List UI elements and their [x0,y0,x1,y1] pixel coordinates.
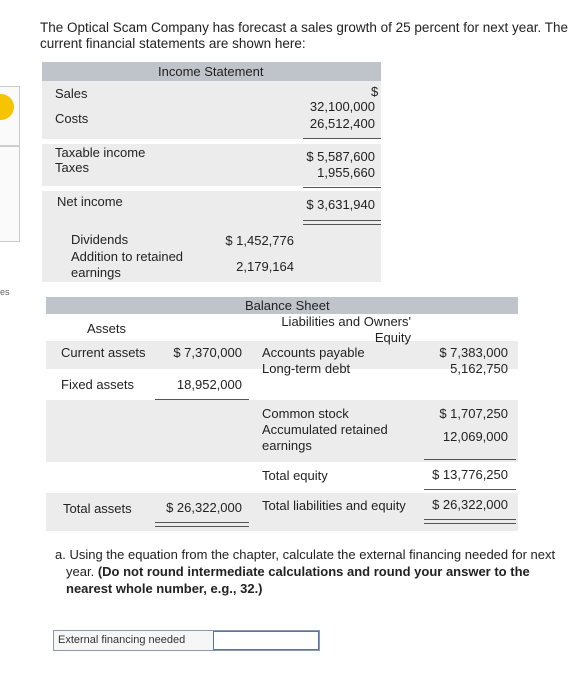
total-assets-label: Total assets [63,501,132,516]
current-assets-label: Current assets [61,345,146,360]
fixed-assets-label: Fixed assets [61,377,134,392]
sales-value: 32,100,000 [309,99,375,114]
total-equity-label: Total equity [262,468,328,483]
taxes-underline [303,187,381,188]
taxable-income-value: $ 5,587,600 [306,149,375,164]
total-le-double-rule-1 [424,519,516,520]
equity-underline [424,459,516,460]
long-term-debt-label: Long-term debt [262,361,351,376]
sales-dollar: $ [371,84,379,99]
liabilities-equity-label: Liabilities and Owners' Equity [281,314,411,345]
total-assets-value: $ 26,322,000 [166,500,242,515]
common-stock-label: Common stock [262,406,349,421]
long-term-debt-value: 5,162,750 [450,361,508,376]
taxes-value: 1,955,660 [317,165,375,180]
balance-sheet-title: Balance Sheet [245,298,330,313]
costs-underline [303,138,381,139]
accounts-payable-label: Accounts payable [262,345,365,360]
side-tab-lower [0,146,20,242]
net-income-double-rule-2 [303,224,381,225]
total-assets-double-rule-2 [155,526,249,527]
external-financing-input[interactable] [213,631,319,650]
current-assets-value: $ 7,370,000 [173,345,242,360]
net-income-label: Net income [57,194,123,209]
costs-label: Costs [55,111,89,126]
accounts-payable-value: $ 7,383,000 [439,345,508,360]
retained-earnings-value: 2,179,164 [236,259,294,274]
costs-value: 26,512,400 [309,116,375,131]
dividends-value: $ 1,452,776 [225,233,294,248]
common-stock-value: $ 1,707,250 [439,406,508,421]
fixed-assets-value: 18,952,000 [176,377,242,392]
total-le-double-rule-2 [424,523,516,524]
part-a-instructions [55,546,576,597]
income-statement-title: Income Statement [158,64,264,79]
fixed-assets-underline [155,399,249,400]
total-equity-underline [424,489,516,490]
assets-label: Assets [87,321,127,336]
net-income-value: $ 3,631,940 [306,197,375,212]
sidebar-label: es [0,287,10,297]
part-a-rounding-note: (Do not round intermediate calculations and round your answer to the nearest whole number, e.g., 32.) [66,564,530,596]
total-liabilities-equity-value: $ 26,322,000 [432,497,508,512]
sales-label: Sales [55,86,88,101]
part-a-text: a. Using the equation from the chapter, calculate the external financing needed for next year. [55,547,556,579]
answer-row [53,630,320,651]
total-assets-double-rule-1 [155,522,249,523]
accumulated-retained-earnings-label: Accumulated retained earnings [262,422,388,453]
question-intro: The Optical Scam Company has forecast a sales growth of 25 percent for next year. The current financial statements are shown here: [40,20,569,51]
net-income-double-rule-1 [303,220,381,221]
taxes-label: Taxes [55,160,89,175]
taxable-income-label: Taxable income [55,145,146,160]
dividends-label: Dividends [71,232,129,247]
total-liabilities-equity-label: Total liabilities and equity [262,498,406,513]
accumulated-retained-earnings-value: 12,069,000 [442,429,508,444]
total-equity-value: $ 13,776,250 [432,467,508,482]
retained-earnings-label: Addition to retained earnings [71,249,184,280]
external-financing-label: External financing needed [58,634,186,646]
